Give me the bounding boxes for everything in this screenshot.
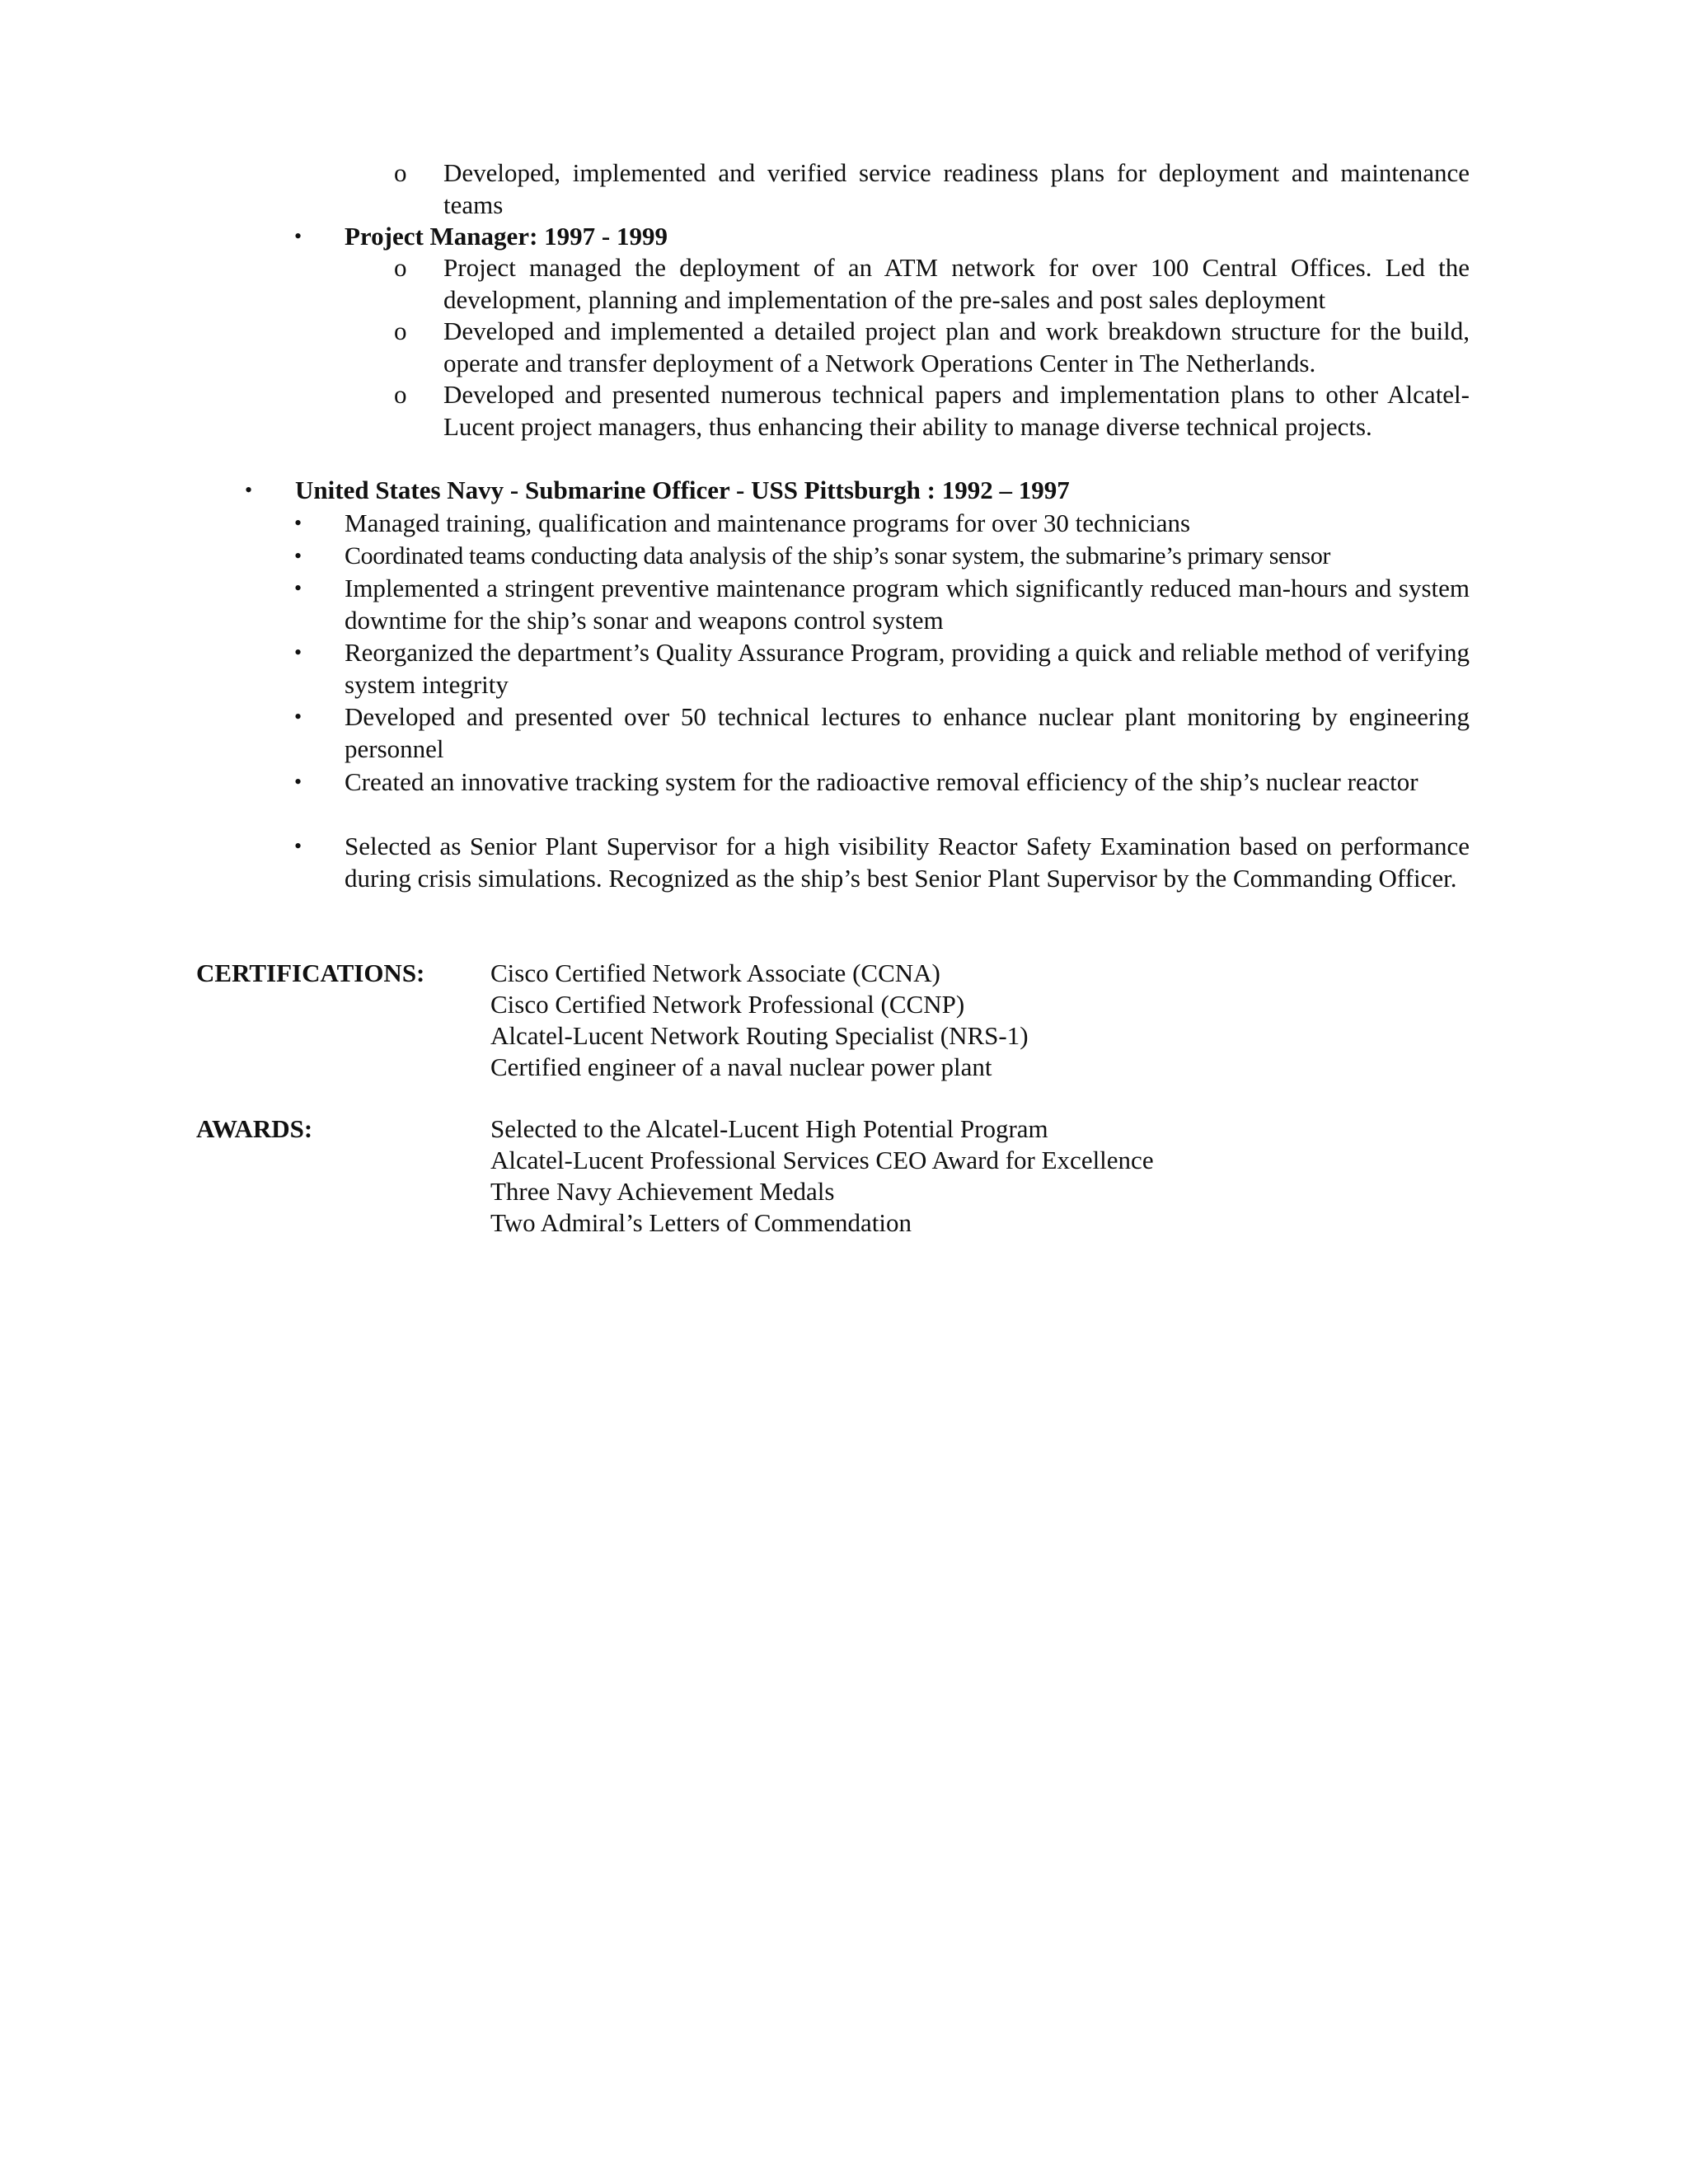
bullet-glyph: • — [294, 576, 302, 600]
prior-subbullet: Developed, implemented and verified service readiness plans for deployment and maintenance teams — [443, 158, 1470, 219]
award-item: Alcatel-Lucent Professional Services CEO Award for Excellence — [490, 1146, 1154, 1174]
pm-subbullet: Developed and presented numerous technical papers and implementation plans to other Alcatel-Lucent project managers, thus enhancing their ability to manage diverse technical projects. — [443, 380, 1470, 441]
bullet-glyph: • — [294, 544, 302, 568]
bullet-glyph: • — [294, 834, 302, 858]
navy-bullet: Managed training, qualification and maintenance programs for over 30 technicians — [345, 509, 1191, 537]
award-item: Selected to the Alcatel-Lucent High Potential Program — [490, 1114, 1048, 1143]
navy-heading: United States Navy - Submarine Officer - USS Pittsburgh : 1992 – 1997 — [295, 476, 1070, 504]
pm-subbullet: Developed and implemented a detailed project plan and work breakdown structure for the build, operate and transfer deployment of a Network Operations Center in The Netherlands. — [443, 316, 1470, 377]
bullet-glyph: • — [294, 770, 302, 794]
navy-bullet: Coordinated teams conducting data analysis of the ship’s sonar system, the submarine’s primary sensor — [345, 542, 1331, 569]
sub-bullet-marker: o — [394, 158, 407, 187]
pm-subbullet: Project managed the deployment of an ATM network for over 100 Central Offices. Led the development, planning and implementation of the pre-sales and post sales deployment — [443, 253, 1470, 314]
bullet-glyph: • — [294, 640, 302, 664]
bullet-glyph: • — [294, 705, 302, 729]
sub-bullet-marker: o — [394, 316, 407, 345]
certification-item: Certified engineer of a naval nuclear power plant — [490, 1052, 992, 1081]
sub-bullet-marker: o — [394, 253, 407, 282]
navy-bullet: Created an innovative tracking system for the radioactive removal efficiency of the ship’s nuclear reactor — [345, 767, 1418, 796]
bullet-glyph: • — [245, 478, 253, 502]
certification-item: Cisco Certified Network Professional (CCNP) — [490, 990, 965, 1019]
sub-bullet-marker: o — [394, 380, 407, 409]
certifications-label: CERTIFICATIONS: — [196, 958, 425, 987]
award-item: Two Admiral’s Letters of Commendation — [490, 1208, 912, 1237]
bullet-glyph: • — [294, 511, 302, 535]
navy-bullet: Selected as Senior Plant Supervisor for a high visibility Reactor Safety Examination based on performance during crisis simulations. Recognized as the ship’s best Senior Plant Supervisor by the Commanding Officer. — [345, 832, 1470, 893]
awards-label: AWARDS: — [196, 1114, 313, 1143]
certification-item: Alcatel-Lucent Network Routing Specialist (NRS-1) — [490, 1021, 1029, 1050]
navy-bullet: Implemented a stringent preventive maintenance program which significantly reduced man-hours and system downtime for the ship’s sonar and weapons control system — [345, 574, 1470, 635]
award-item: Three Navy Achievement Medals — [490, 1177, 835, 1206]
navy-bullet: Developed and presented over 50 technical lectures to enhance nuclear plant monitoring by engineering personnel — [345, 702, 1470, 763]
bullet-glyph: • — [294, 224, 302, 248]
certification-item: Cisco Certified Network Associate (CCNA) — [490, 958, 940, 987]
project-manager-heading: Project Manager: 1997 - 1999 — [345, 222, 668, 251]
navy-bullet: Reorganized the department’s Quality Assurance Program, providing a quick and reliable method of verifying system integrity — [345, 638, 1470, 699]
